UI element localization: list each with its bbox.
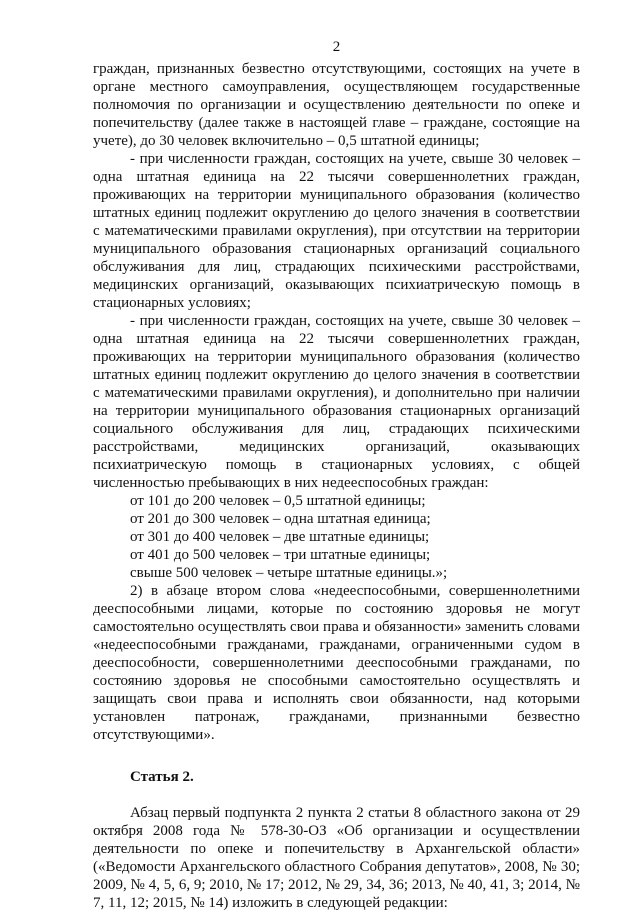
range-item: от 401 до 500 человек – три штатные единицы;	[130, 547, 431, 563]
range-item: от 201 до 300 человек – одна штатная единица;	[130, 511, 431, 527]
page-number: 2	[332, 39, 341, 55]
paragraph-no-facilities: - при численности граждан, состоящих на учете, свыше 30 человек – одна штатная единица на 22 тысячи совершеннолетних граждан, проживающих на территории муниципального образования (количество штатных единиц подлежит округлению до целого значения в соответствии с математическими правилами округления), при отсутствии на территории муниципального образования стационарных организаций социального обслуживания для лиц, страдающих психическими расстройствами, медицинских организаций, оказывающих психиатрическую помощь в стационарных условиях;	[93, 151, 580, 311]
paragraph-with-facilities: - при численности граждан, состоящих на учете, свыше 30 человек – одна штатная единица на 22 тысячи совершеннолетних граждан, проживающих на территории муниципального образования (количество штатных единиц подлежит округлению до целого значения в соответствии с математическими правилами округления), и дополнительно при наличии на территории муниципального образования стационарных организаций социального обслуживания для лиц, страдающих психическими расстройствами, медицинских организаций, оказывающих психиатрическую помощь в стационарных условиях, с общей численностью пребывающих в них недееспособных граждан:	[93, 313, 580, 491]
article-heading: Статья 2.	[130, 769, 194, 785]
range-item: от 301 до 400 человек – две штатные единицы;	[130, 529, 430, 545]
paragraph-continuation: граждан, признанных безвестно отсутствующими, состоящих на учете в органе местного самоуправления, осуществляющем государственные полномочия по организации и осуществлению деятельности по опеке и попечительству (далее также в настоящей главе – граждане, состоящие на учете), до 30 человек включительно – 0,5 штатной единицы;	[93, 61, 580, 149]
document-body	[93, 60, 580, 912]
range-item: от 101 до 200 человек – 0,5 штатной единицы;	[130, 493, 426, 509]
article-text: Абзац первый подпункта 2 пункта 2 статьи 8 областного закона от 29 октября 2008 года № 578-30-ОЗ «Об организации и осуществлении деятельности по опеке и попечительству в Архангельской области» («Ведомости Архангельского областного Собрания депутатов», 2008, № 30; 2009, № 4, 5, 6, 9; 2010, № 17; 2012, № 29, 34, 36; 2013, № 40, 41, 3; 2014, № 7, 11, 12; 2015, № 14) изложить в следующей редакции:	[93, 805, 580, 911]
paragraph-amendment-2: 2) в абзаце втором слова «недееспособными, совершеннолетними дееспособными лицами, которые по состоянию здоровья не могут самостоятельно осуществлять свои права и обязанности» заменить словами «недееспособными гражданами, гражданами, ограниченными судом в дееспособности, совершеннолетними дееспособными гражданами, по состоянию здоровья не способными самостоятельно осуществлять и защищать свои права и исполнять свои обязанности, над которыми установлен патронаж, гражданами, признанными безвестно отсутствующими».	[93, 583, 580, 743]
range-item: свыше 500 человек – четыре штатные единицы.»;	[130, 565, 448, 581]
